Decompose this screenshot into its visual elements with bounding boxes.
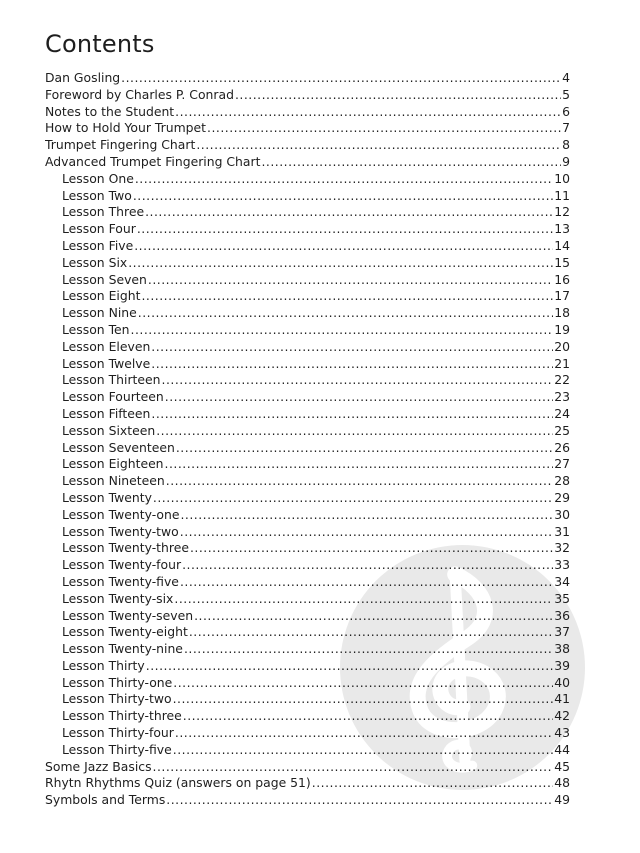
dot-leader	[174, 591, 553, 608]
dot-leader	[134, 238, 553, 255]
toc-entry-label: Lesson Nine	[62, 305, 137, 321]
dot-leader	[180, 574, 553, 591]
dot-leader	[182, 557, 553, 574]
dot-leader	[135, 171, 553, 188]
toc-entry-page-number: 28	[554, 473, 570, 489]
toc-entry-page-number: 21	[554, 355, 570, 371]
dot-leader	[261, 154, 561, 171]
toc-entry[interactable]	[45, 608, 570, 625]
toc-entry-page-number: 32	[554, 540, 570, 556]
dot-leader	[137, 221, 553, 238]
toc-entry[interactable]	[45, 440, 570, 457]
toc-entry-label: Lesson Thirteen	[62, 372, 161, 388]
dot-leader	[131, 322, 554, 339]
dot-leader	[165, 456, 554, 473]
dot-leader	[138, 305, 553, 322]
dot-leader	[151, 356, 553, 373]
dot-leader	[207, 120, 561, 137]
toc-entry-label: Lesson Fourteen	[62, 389, 164, 405]
toc-entry-page-number: 14	[554, 237, 570, 253]
toc-entry[interactable]	[45, 389, 570, 406]
dot-leader	[166, 792, 553, 809]
toc-entry[interactable]	[45, 624, 570, 641]
dot-leader	[189, 624, 553, 641]
toc-entry[interactable]	[45, 204, 570, 221]
toc-entry-page-number: 18	[554, 305, 570, 321]
toc-entry-label: Lesson Fifteen	[62, 405, 151, 421]
toc-entry-label: Lesson Twenty-five	[62, 573, 179, 589]
dot-leader	[190, 540, 553, 557]
toc-entry[interactable]	[45, 708, 570, 725]
toc-entry-page-number: 29	[554, 489, 570, 505]
toc-entry-page-number: 25	[554, 422, 570, 438]
toc-entry-page-number: 30	[554, 506, 570, 522]
toc-entry[interactable]	[45, 305, 570, 322]
toc-entry-page-number: 4	[562, 70, 570, 85]
dot-leader	[145, 204, 553, 221]
dot-leader	[128, 255, 553, 272]
toc-entry[interactable]	[45, 238, 570, 255]
dot-leader	[176, 440, 553, 457]
toc-entry-page-number: 34	[554, 573, 570, 589]
toc-entry[interactable]	[45, 104, 570, 121]
toc-entry-label: Lesson Eighteen	[62, 456, 164, 472]
dot-leader	[235, 87, 561, 104]
toc-entry-page-number: 26	[554, 439, 570, 455]
toc-entry-label: Lesson Twenty-three	[62, 540, 189, 556]
toc-entry[interactable]	[45, 775, 570, 792]
toc-entry-label: Lesson Twenty-six	[62, 590, 174, 606]
toc-entry[interactable]	[45, 356, 570, 373]
page-title: Contents	[45, 30, 155, 58]
dot-leader	[162, 372, 554, 389]
toc-entry-page-number: 49	[554, 792, 570, 808]
toc-entry[interactable]	[45, 456, 570, 473]
toc-entry-label: Lesson Five	[62, 237, 134, 253]
toc-entry[interactable]	[45, 322, 570, 339]
dot-leader	[173, 675, 553, 692]
toc-entry-page-number: 37	[554, 624, 570, 640]
toc-entry-page-number: 19	[554, 321, 570, 337]
toc-entry-label: Lesson Nineteen	[62, 473, 165, 489]
toc-entry-page-number: 41	[554, 691, 570, 707]
toc-entry-page-number: 8	[562, 137, 570, 153]
dot-leader	[194, 608, 553, 625]
dot-leader	[312, 775, 553, 792]
toc-entry-page-number: 36	[554, 607, 570, 623]
toc-entry-page-number: 15	[554, 254, 570, 270]
toc-entry[interactable]	[45, 87, 570, 104]
toc-entry[interactable]	[45, 406, 570, 423]
toc-entry-label: Lesson Twenty-seven	[62, 607, 194, 623]
toc-entry-label: Lesson One	[62, 170, 134, 186]
toc-entry-page-number: 20	[554, 338, 570, 354]
toc-entry-label: Lesson Ten	[62, 321, 130, 337]
toc-entry-label: Some Jazz Basics	[45, 758, 152, 774]
toc-entry-label: Lesson Eight	[62, 288, 141, 304]
dot-leader	[180, 524, 553, 541]
toc-entry-page-number: 9	[562, 153, 570, 169]
toc-entry-page-number: 6	[562, 103, 570, 119]
toc-entry[interactable]	[45, 490, 570, 507]
toc-entry-page-number: 35	[554, 590, 570, 606]
toc-entry-page-number: 7	[562, 120, 570, 136]
toc-entry[interactable]	[45, 288, 570, 305]
toc-entry-label: Lesson Three	[62, 204, 145, 220]
toc-entry[interactable]	[45, 658, 570, 675]
dot-leader	[153, 490, 553, 507]
dot-leader	[175, 104, 561, 121]
toc-entry[interactable]	[45, 154, 570, 171]
toc-entry-page-number: 43	[554, 725, 570, 741]
toc-entry-page-number: 40	[554, 674, 570, 690]
toc-entry-page-number: 48	[554, 775, 570, 791]
toc-entry-label: Lesson Thirty	[62, 657, 145, 673]
toc-entry[interactable]	[45, 557, 570, 574]
toc-entry-label: Lesson Sixteen	[62, 422, 156, 438]
toc-entry-page-number: 10	[554, 170, 570, 186]
toc-entry-label: Lesson Twelve	[62, 355, 151, 371]
toc-entry[interactable]	[45, 691, 570, 708]
toc-entry-label: Lesson Thirty-three	[62, 708, 182, 724]
toc-entry[interactable]	[45, 574, 570, 591]
toc-entry[interactable]	[45, 675, 570, 692]
dot-leader	[180, 507, 553, 524]
dot-leader	[151, 339, 553, 356]
toc-entry-label: Trumpet Fingering Chart	[45, 137, 196, 153]
dot-leader	[141, 288, 553, 305]
toc-entry-page-number: 13	[554, 221, 570, 237]
toc-entry-label: Lesson Twenty-one	[62, 506, 180, 522]
toc-entry-label: Lesson Thirty-four	[62, 725, 174, 741]
dot-leader	[173, 742, 553, 759]
toc-entry[interactable]	[45, 591, 570, 608]
toc-entry-page-number: 23	[554, 389, 570, 405]
dot-leader	[148, 272, 553, 289]
toc-entry-page-number: 17	[554, 288, 570, 304]
toc-entry[interactable]	[45, 725, 570, 742]
toc-entry[interactable]	[45, 540, 570, 557]
toc-entry[interactable]	[45, 507, 570, 524]
dot-leader	[133, 188, 553, 205]
dot-leader	[184, 641, 553, 658]
toc-entry[interactable]	[45, 120, 570, 137]
toc-entry-label: Notes to the Student	[45, 103, 175, 119]
toc-entry-page-number: 33	[554, 557, 570, 573]
dot-leader	[183, 708, 553, 725]
dot-leader	[196, 137, 561, 154]
toc-entry-label: Rhytn Rhythms Quiz (answers on page 51)	[45, 775, 311, 791]
dot-leader	[166, 473, 553, 490]
toc-entry-label: Dan Gosling	[45, 70, 121, 85]
toc-entry-label: Lesson Six	[62, 254, 128, 270]
toc-entry-label: How to Hold Your Trumpet	[45, 120, 206, 136]
toc-entry[interactable]	[45, 742, 570, 759]
toc-entry-page-number: 45	[554, 758, 570, 774]
toc-entry-label: Lesson Twenty-eight	[62, 624, 188, 640]
toc-entry[interactable]	[45, 641, 570, 658]
toc-entry-label: Lesson Seven	[62, 271, 147, 287]
toc-entry[interactable]	[45, 792, 570, 809]
toc-entry-label: Lesson Thirty-five	[62, 741, 172, 757]
toc-entry-label: Lesson Seventeen	[62, 439, 175, 455]
table-of-contents	[45, 70, 570, 809]
toc-entry-label: Lesson Twenty-nine	[62, 641, 183, 657]
toc-entry-page-number: 11	[554, 187, 570, 203]
toc-entry[interactable]	[45, 272, 570, 289]
toc-entry-page-number: 31	[554, 523, 570, 539]
toc-entry[interactable]	[45, 339, 570, 356]
toc-entry[interactable]	[45, 423, 570, 440]
dot-leader	[146, 658, 553, 675]
toc-entry-label: Lesson Twenty-two	[62, 523, 179, 539]
toc-entry-label: Lesson Twenty	[62, 489, 152, 505]
toc-entry-page-number: 44	[554, 741, 570, 757]
dot-leader	[156, 423, 553, 440]
toc-entry[interactable]	[45, 372, 570, 389]
toc-entry-label: Lesson Four	[62, 221, 136, 237]
toc-entry-page-number: 22	[554, 372, 570, 388]
toc-entry-label: Lesson Thirty-two	[62, 691, 172, 707]
toc-entry[interactable]	[45, 188, 570, 205]
toc-entry-page-number: 38	[554, 641, 570, 657]
toc-entry-page-number: 39	[554, 657, 570, 673]
toc-entry[interactable]	[45, 221, 570, 238]
toc-entry[interactable]	[45, 473, 570, 490]
toc-entry-label: Advanced Trumpet Fingering Chart	[45, 153, 261, 169]
toc-entry-label: Lesson Two	[62, 187, 132, 203]
toc-entry[interactable]	[45, 171, 570, 188]
toc-entry[interactable]	[45, 255, 570, 272]
toc-entry-page-number: 12	[554, 204, 570, 220]
toc-entry[interactable]	[45, 524, 570, 541]
dot-leader	[121, 70, 561, 87]
toc-entry-label: Symbols and Terms	[45, 792, 166, 808]
toc-entry[interactable]	[45, 759, 570, 776]
toc-entry-page-number: 24	[554, 405, 570, 421]
dot-leader	[173, 691, 554, 708]
dot-leader	[151, 406, 553, 423]
toc-entry[interactable]	[45, 137, 570, 154]
toc-entry-page-number: 16	[554, 271, 570, 287]
dot-leader	[165, 389, 553, 406]
toc-entry-page-number: 5	[562, 86, 570, 102]
toc-entry-label: Foreword by Charles P. Conrad	[45, 86, 234, 102]
dot-leader	[175, 725, 553, 742]
toc-entry[interactable]	[45, 70, 570, 87]
toc-entry-page-number: 27	[554, 456, 570, 472]
toc-entry-label: Lesson Eleven	[62, 338, 151, 354]
toc-entry-page-number: 42	[554, 708, 570, 724]
dot-leader	[153, 759, 554, 776]
toc-entry-label: Lesson Thirty-one	[62, 674, 173, 690]
toc-entry-label: Lesson Twenty-four	[62, 557, 182, 573]
